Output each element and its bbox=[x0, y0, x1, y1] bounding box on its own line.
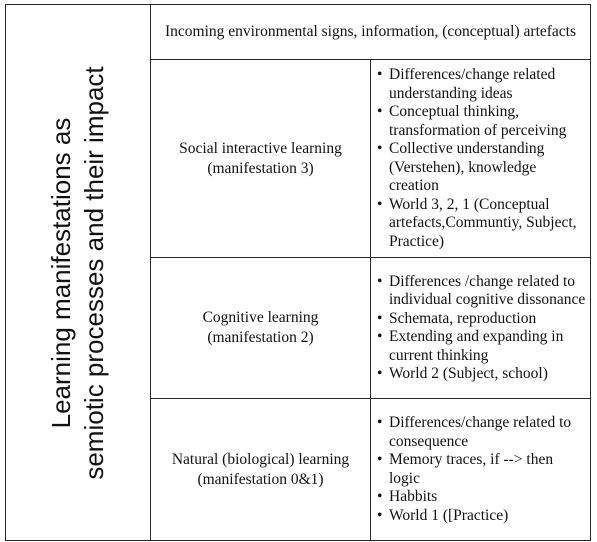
row-label-line-1: Natural (biological) learning bbox=[171, 450, 350, 468]
list-item: • Habbits bbox=[377, 488, 586, 507]
list-item: • Schemata, reproduction bbox=[377, 310, 586, 329]
row-items-natural bbox=[371, 399, 591, 541]
side-title bbox=[45, 66, 111, 479]
list-item: • Conceptual thinking, transformation of perceiving bbox=[377, 103, 586, 140]
learning-manifestations-table bbox=[5, 4, 591, 541]
list-item: • World 1 ([Practice) bbox=[377, 507, 586, 526]
row-items-cognitive bbox=[371, 258, 591, 399]
list-item: • Differences/change related to consequence bbox=[377, 414, 586, 451]
list-item: • World 3, 2, 1 (Conceptual artefacts,Communtiy, Subject, Practice) bbox=[377, 196, 586, 252]
side-title-line-1: Learning manifestations as bbox=[46, 117, 76, 428]
side-title-cell bbox=[6, 5, 151, 541]
row-label-line-1: Social interactive learning bbox=[179, 139, 342, 157]
row-label-natural bbox=[151, 399, 371, 541]
list-item: • Memory traces, if --> then logic bbox=[377, 451, 586, 488]
row-label-line-2: (manifestation 2) bbox=[207, 329, 314, 346]
list-item: • Differences /change related to individual cognitive dissonance bbox=[377, 273, 586, 310]
row-label-line-2: (manifestation 0&1) bbox=[197, 470, 324, 488]
side-title-line-2: semiotic processes and their impact bbox=[79, 65, 109, 480]
row-items-social bbox=[371, 60, 591, 258]
list-item: • Extending and expanding in current thinking bbox=[377, 328, 586, 365]
row-label-social bbox=[151, 60, 371, 258]
list-item: • Collective understanding (Verstehen), knowledge creation bbox=[377, 140, 586, 196]
row-label-line-1: Cognitive learning bbox=[202, 309, 319, 326]
row-label-line-2: (manifestation 3) bbox=[207, 159, 314, 177]
row-label-cognitive bbox=[151, 258, 371, 399]
list-item: • World 2 (Subject, school) bbox=[377, 365, 586, 384]
incoming-signs-header: Incoming environmental signs, information, (conceptual) artefacts bbox=[151, 5, 591, 60]
list-item: • Differences/change related understanding ideas bbox=[377, 66, 586, 103]
